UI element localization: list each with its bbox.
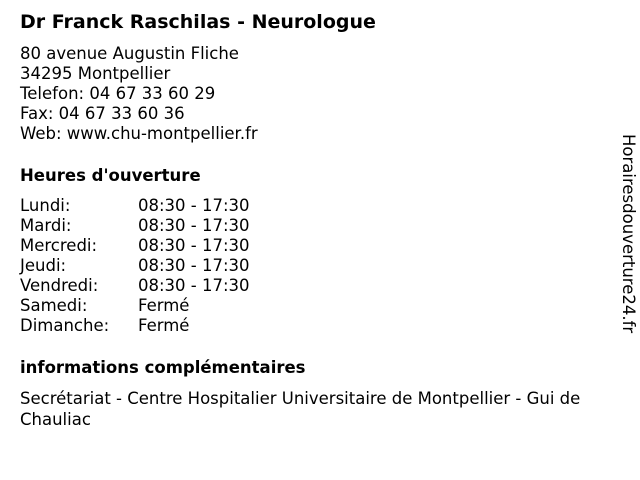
hours-time: Fermé: [138, 296, 190, 315]
hours-day: Samedi:: [20, 296, 88, 315]
hours-time: 08:30 - 17:30: [138, 276, 250, 295]
hours-time: Fermé: [138, 316, 190, 335]
hours-day: Mardi:: [20, 216, 72, 235]
hours-day: Lundi:: [20, 196, 71, 215]
hours-day: Jeudi:: [20, 256, 67, 275]
phone-number: Telefon: 04 67 33 60 29: [20, 84, 216, 103]
hours-row: [20, 276, 610, 296]
address-block: [20, 44, 610, 144]
page-title: Dr Franck Raschilas - Neurologue: [20, 11, 376, 33]
additional-info-text: Secrétariat - Centre Hospitalier Universitaire de Montpellier - Gui de Chauliac: [20, 389, 581, 429]
listing-card: [20, 10, 610, 430]
website: Web: www.chu-montpellier.fr: [20, 124, 258, 143]
opening-hours-table: [20, 196, 610, 336]
opening-hours-heading: Heures d'ouverture: [20, 166, 201, 185]
hours-time: 08:30 - 17:30: [138, 196, 250, 215]
hours-row: [20, 316, 610, 336]
hours-row: [20, 256, 610, 276]
hours-row: [20, 236, 610, 256]
hours-row: [20, 216, 610, 236]
hours-time: 08:30 - 17:30: [138, 216, 250, 235]
city-address: 34295 Montpellier: [20, 64, 171, 83]
hours-day: Dimanche:: [20, 316, 110, 335]
additional-info-heading: informations complémentaires: [20, 358, 306, 377]
hours-day: Mercredi:: [20, 236, 98, 255]
hours-time: 08:30 - 17:30: [138, 256, 250, 275]
site-brand-vertical: Horairesdouverture24.fr: [619, 134, 638, 334]
hours-row: [20, 196, 610, 216]
hours-row: [20, 296, 610, 316]
street-address: 80 avenue Augustin Fliche: [20, 44, 239, 63]
fax-number: Fax: 04 67 33 60 36: [20, 104, 185, 123]
hours-day: Vendredi:: [20, 276, 99, 295]
hours-time: 08:30 - 17:30: [138, 236, 250, 255]
